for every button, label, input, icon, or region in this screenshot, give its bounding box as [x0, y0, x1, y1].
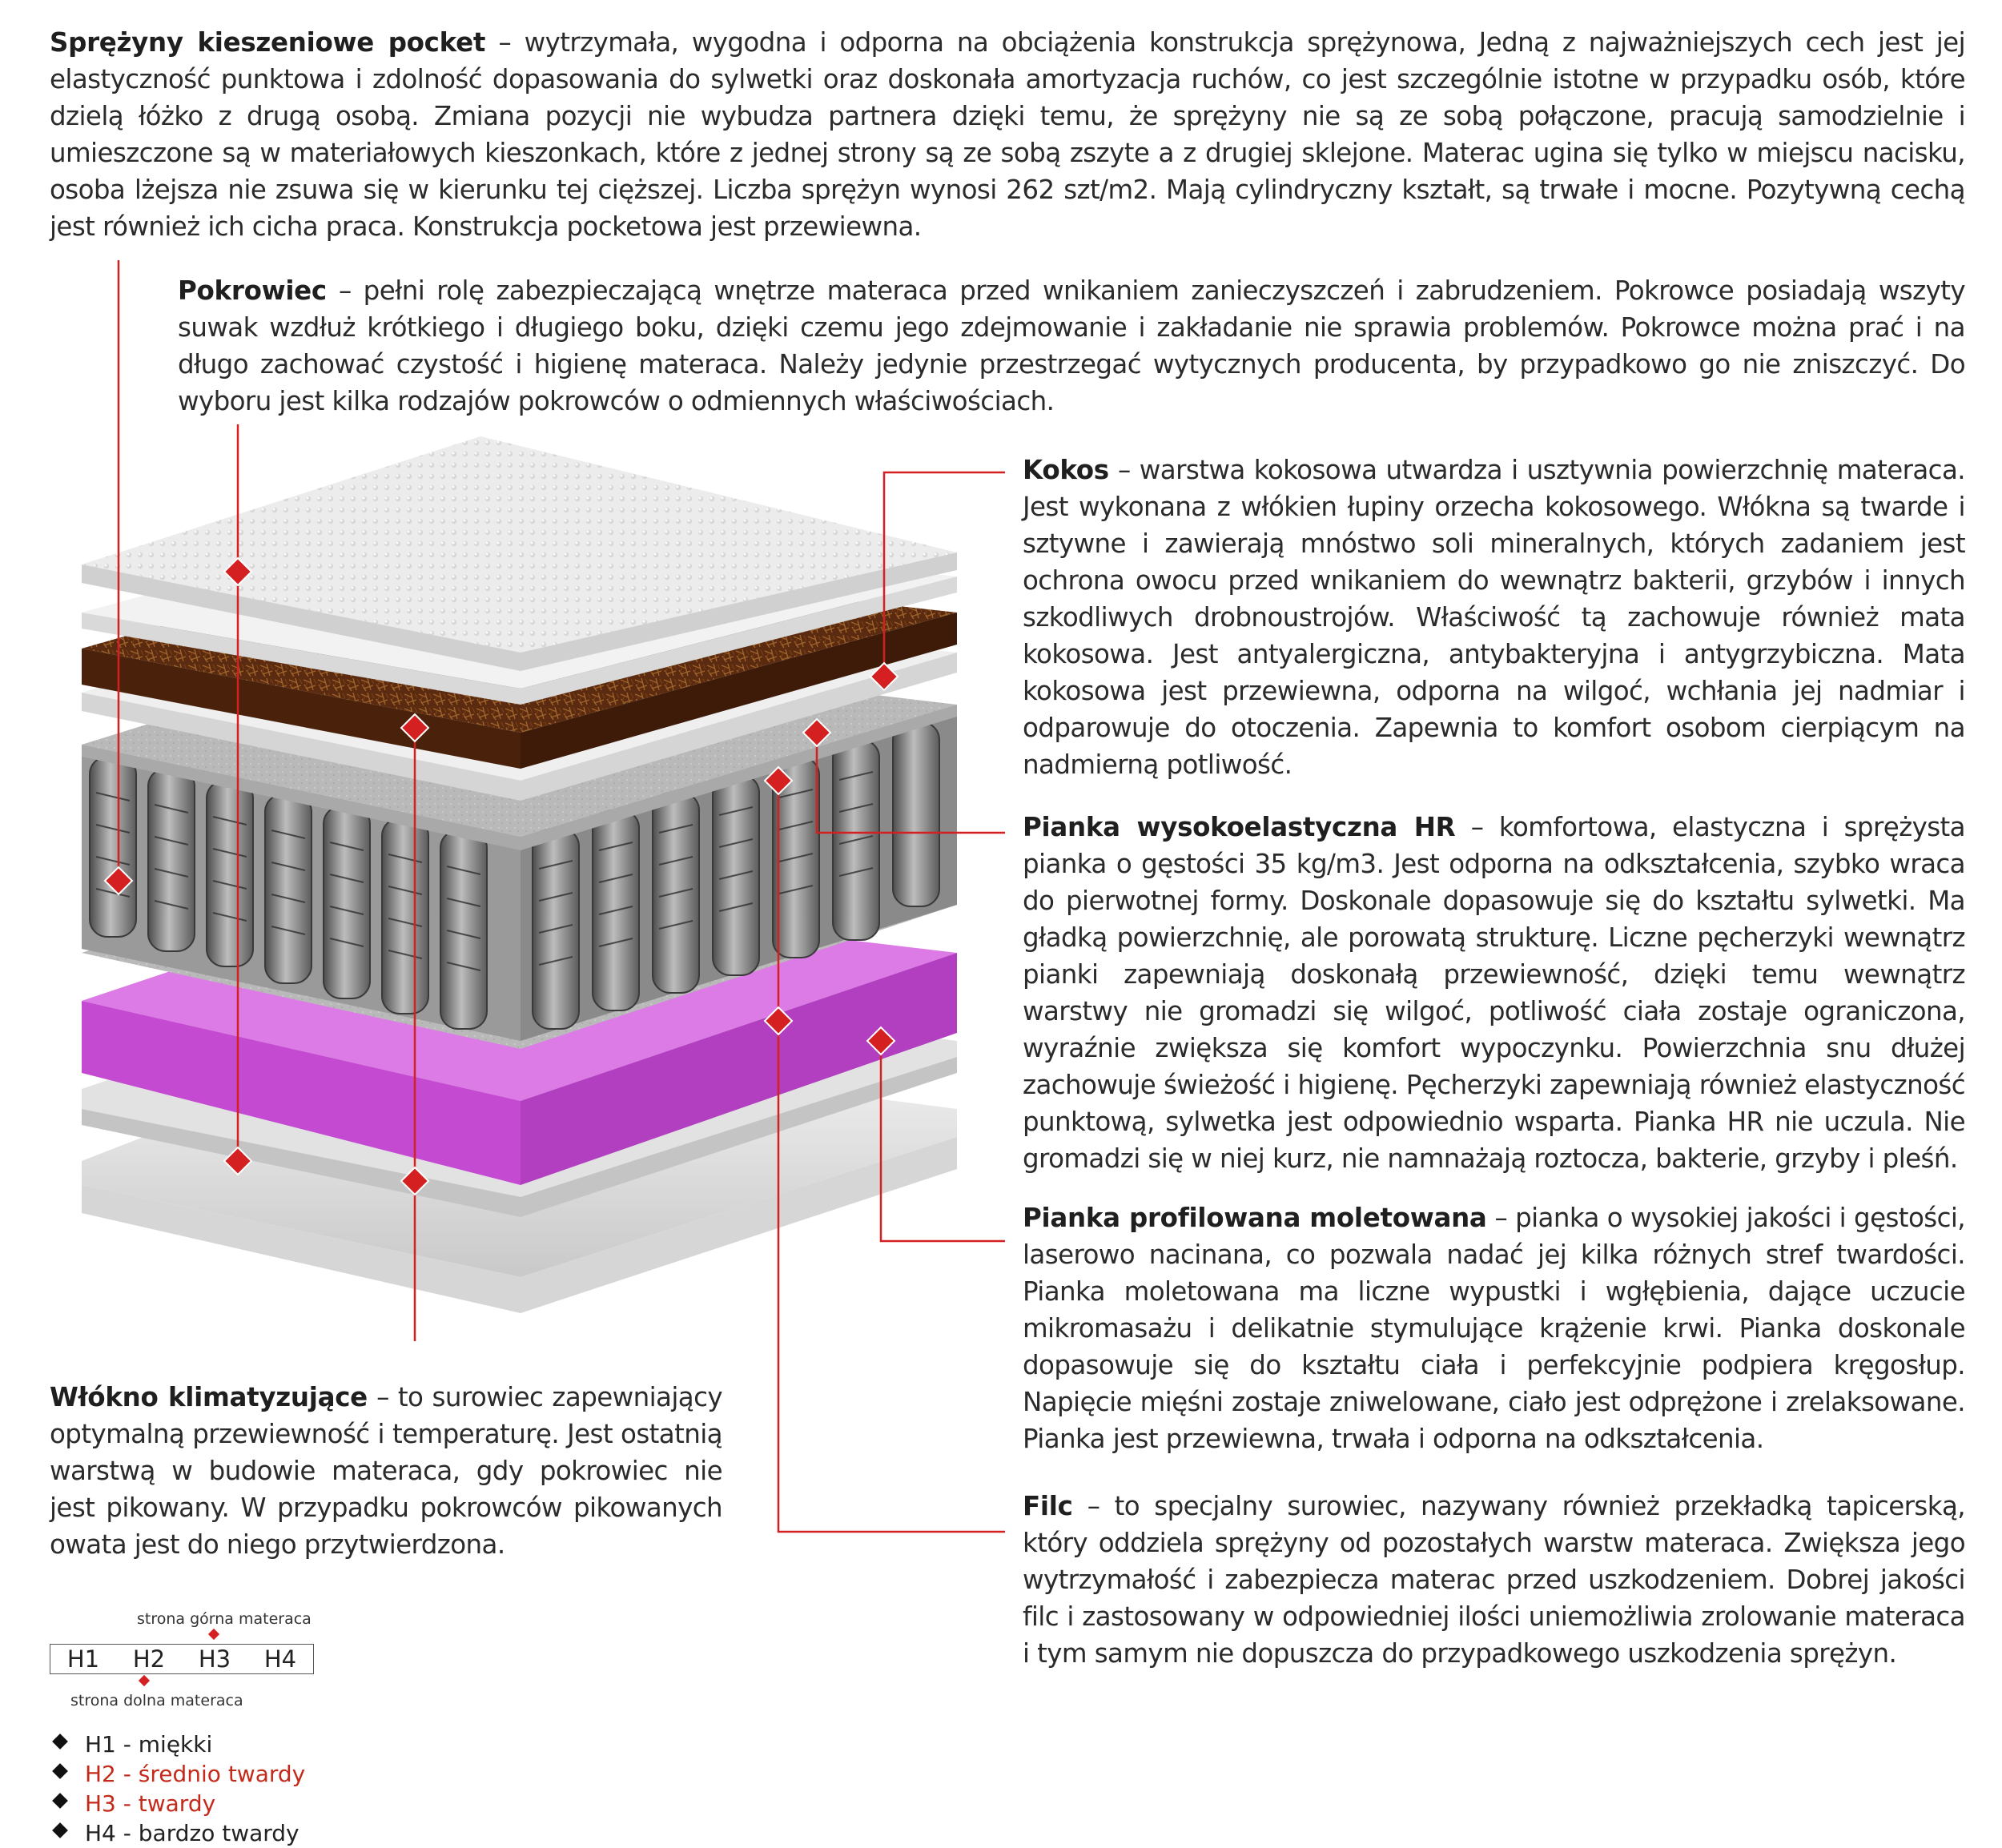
diamond-bullet-icon: [52, 1822, 68, 1838]
legend-item-label: H4 - bardzo twardy: [85, 1820, 299, 1846]
section-body: – wytrzymała, wygodna i odporna na obciążenia konstrukcja sprężynowa, Jedną z najważniejszych cech jest jej elastyczność punktowa i zdolność dopasowania do sylwetki oraz doskonała amortyzacja ruchów, co jest szczególnie istotne w przypadku osób, które dzielą łóżko z drugą osobą. Zmiana pozycji nie wybudza partnera dzięki temu, że sprężyny nie są ze sobą połączone, pracują samodzielnie i umieszczone są w materiałowych kieszonkach, które z jednej strony są ze sobą zszyte a z drugiej sklejone. Materac ugina się tylko w miejscu nacisku, osoba lżejsza nie zsuwa się w kierunku tej cięższej. Liczba sprężyn wynosi 262 szt/m2. Mają cylindryczny kształt, są trwałe i mocne. Pozytywną cechą jest również ich cicha praca. Konstrukcja pocketowa jest przewiewna.: [50, 27, 1965, 242]
diamond-bullet-icon: [52, 1734, 68, 1750]
diamond-bullet-icon: [52, 1763, 68, 1779]
legend-item: [50, 1818, 305, 1848]
section-title: Kokos: [1023, 455, 1109, 485]
section-title: Włókno klimatyzujące: [50, 1382, 368, 1412]
hardness-scale-h4: H4: [263, 1645, 297, 1673]
section-body: – to specjalny surowiec, nazywany również przekładką tapicerską, który oddziela sprężyny od pozostałych warstw materaca. Zwiększa jego wytrzymałość i zabezpiecza materac przed uszkodzeniem. Dobrej jakości filc i zastosowany w odpowiedniej ilości uniemożliwia zrolowanie materaca i tym samym nie dopuszcza do przypadkowego uszkodzenia sprężyn.: [1023, 1491, 1965, 1669]
section-body: – komfortowa, elastyczna i sprężysta pianka o gęstości 35 kg/m3. Jest odporna na odkształcenia, szybko wraca do pierwotnej formy. Doskonale dopasowuje się do kształtu sylwetki. Ma gładką powierzchnię, ale porowatą strukturę. Liczne pęcherzyki wewnątrz pianki zapewniają doskonałą przewiewność, dzięki temu wewnątrz warstwy nie gromadzi się wilgoć, potliwość ciała zostaje ograniczona, wyraźnie zwiększa się komfort wypoczynku. Powierzchnia snu dłużej zachowuje świeżość i higienę. Pęcherzyki zapewniają również elastyczność punktową, sylwetka jest odpowiednio wsparta. Pianka HR nie uczula. Nie gromadzi się w niej kurz, nie namnażają roztocza, bakterie, grzyby i pleśń.: [1023, 812, 1965, 1174]
diamond-bullet-icon: [52, 1793, 68, 1809]
section-title: Pokrowiec: [178, 275, 327, 306]
section-body: – to surowiec zapewniający optymalną przewiewność i temperaturę. Jest ostatnią warstwą w budowie materaca, gdy pokrowiec nie jest pikowany. W przypadku pokrowców pikowanych owata jest do niego przytwierdzona.: [50, 1382, 722, 1560]
hardness-scale: [50, 1644, 314, 1674]
hardness-legend: [50, 1729, 305, 1848]
section-title: Pianka profilowana moletowana: [1023, 1203, 1487, 1233]
legend-item-label: H1 - miękki: [85, 1731, 213, 1758]
section-title: Filc: [1023, 1491, 1073, 1521]
section-body: – pełni rolę zabezpieczającą wnętrze materaca przed wnikaniem zanieczyszczeń i zabrudzeniem. Pokrowce posiadają wszyty suwak wzdłuż krótkiego i długiego boku, dzięki czemu jego zdejmowanie i zakładanie nie sprawia problemów. Pokrowce można prać i na długo zachować czystość i higienę materaca. Należy jedynie przestrzegać wytycznych producenta, by przypadkowo go nie zniszczyć. Do wyboru jest kilka rodzajów pokrowców o odmiennych właściwościach.: [178, 275, 1965, 416]
hardness-top-label: strona górna materaca: [137, 1610, 312, 1628]
hardness-scale-h3: H3: [198, 1645, 231, 1673]
legend-item: [50, 1759, 305, 1789]
legend-item-label: H2 - średnio twardy: [85, 1761, 306, 1787]
section-title: Sprężyny kieszeniowe pocket: [50, 27, 486, 58]
hardness-scale-h1: H1: [66, 1645, 100, 1673]
legend-item: [50, 1789, 305, 1818]
hardness-scale-h2: H2: [132, 1645, 166, 1673]
legend-item-label: H3 - twardy: [85, 1790, 216, 1817]
legend-item: [50, 1729, 305, 1759]
hardness-bottom-label: strona dolna materaca: [70, 1692, 243, 1709]
section-body: – warstwa kokosowa utwardza i usztywnia powierzchnię materaca. Jest wykonana z włókien łupiny orzecha kokosowego. Włókna są twarde i sztywne i zawierają mnóstwo soli mineralnych, których zadaniem jest ochrona owocu przed wnikaniem do wewnątrz bakterii, grzybów i innych szkodliwych drobnoustrojów. Właściwość tą zachowuje również mata kokosowa. Jest antyalergiczna, antybakteryjna i antygrzybiczna. Mata kokosowa jest przewiewna, odporna na wilgoć, wchłania jej nadmiar i odparowuje do otoczenia. Zapewnia to komfort osobom cierpiącym na nadmierną potliwość.: [1023, 455, 1965, 780]
section-body: – pianka o wysokiej jakości i gęstości, laserowo nacinana, co pozwala nadać jej kilka różnych stref twardości. Pianka moletowana ma liczne wypustki i wgłębienia, dające uczucie mikromasażu i delikatnie stymulujące krążenie krwi. Pianka doskonale dopasowuje się do kształtu ciała i perfekcyjnie podpiera kręgosłup. Napięcie mięśni zostaje zniwelowane, ciało jest odprężone i zrelaksowane. Pianka jest przewiewna, trwała i odporna na odkształcenia.: [1023, 1203, 1965, 1454]
section-title: Pianka wysokoelastyczna HR: [1023, 812, 1456, 842]
